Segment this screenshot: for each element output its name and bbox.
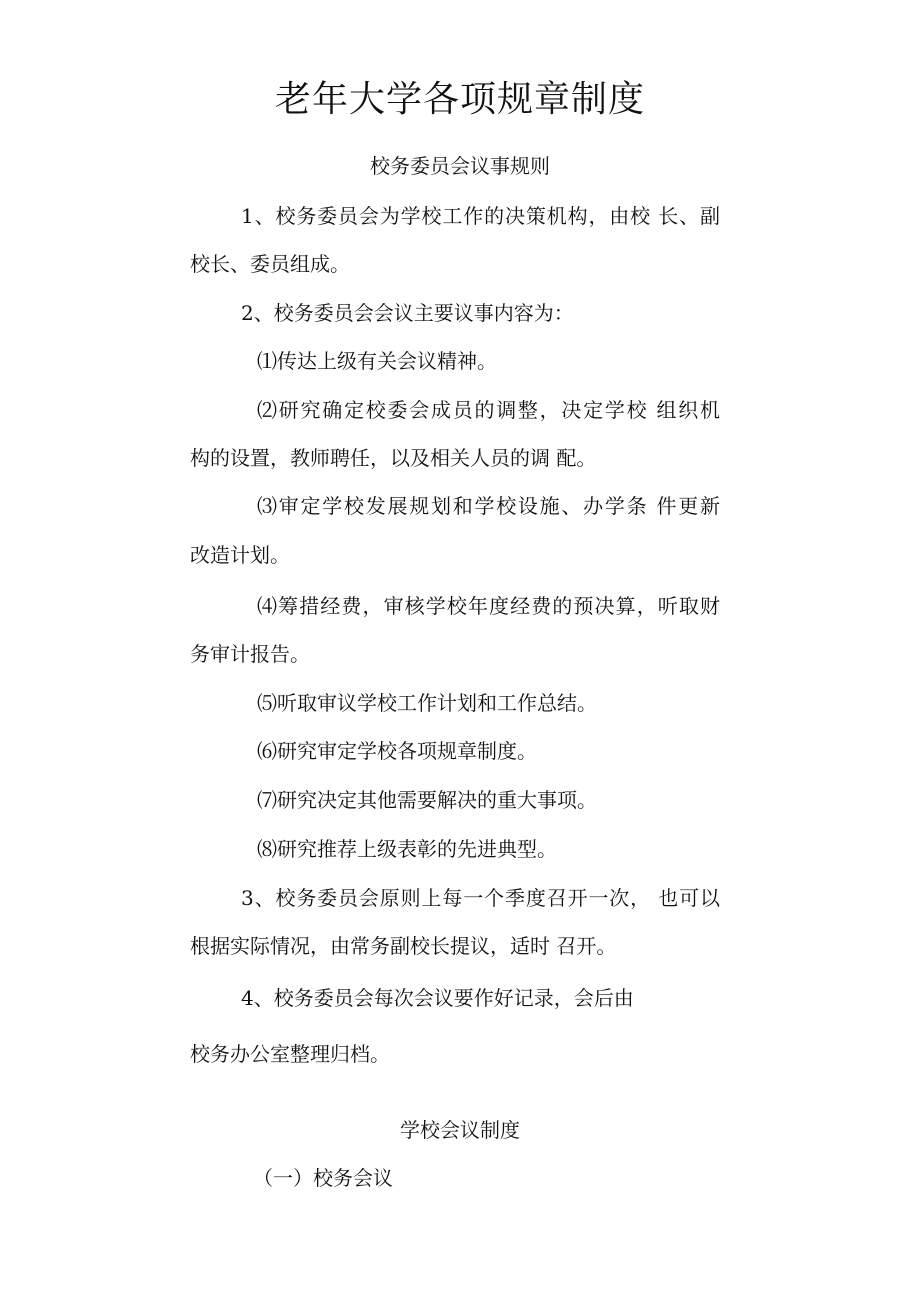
- list-item: ⑵研究确定校委会成员的调整，决定学校 组织机: [257, 398, 720, 422]
- list-item: ⑷筹措经费，审核学校年度经费的预决算，听取财: [257, 594, 720, 618]
- paragraph-line: 校务办公室整理归档。: [190, 1042, 390, 1066]
- subsection-heading: （一）校务会议: [253, 1166, 393, 1190]
- paragraph-line: 3、校务委员会原则上每一个季度召开一次， 也可以: [241, 886, 720, 910]
- list-item: ⑸听取审议学校工作计划和工作总结。: [257, 691, 597, 715]
- paragraph-line: 根据实际情况，由常务副校长提议，适时 召开。: [190, 934, 617, 958]
- paragraph-line: 校长、委员组成。: [190, 252, 350, 276]
- list-item-continuation: 务审计报告。: [190, 642, 310, 666]
- list-item: ⑺研究决定其他需要解决的重大事项。: [257, 788, 597, 812]
- paragraph-line: 1、校务委员会为学校工作的决策机构，由校 长、副: [241, 204, 720, 228]
- list-item: ⑹研究审定学校各项规章制度。: [257, 739, 537, 763]
- section-heading: 学校会议制度: [400, 1118, 520, 1142]
- list-item-continuation: 改造计划。: [190, 543, 290, 567]
- list-item: ⑻研究推荐上级表彰的先进典型。: [257, 837, 557, 861]
- list-item: ⑶审定学校发展规划和学校设施、办学条 件更新: [257, 494, 720, 518]
- document-title: 老年大学各项规章制度: [274, 79, 645, 120]
- section-heading: 校务委员会议事规则: [370, 154, 550, 178]
- list-item: ⑴传达上级有关会议精神。: [257, 349, 497, 373]
- list-item-continuation: 构的设置，教师聘任，以及相关人员的调 配。: [190, 446, 597, 470]
- paragraph-line: 2、校务委员会会议主要议事内容为：: [241, 301, 574, 325]
- paragraph-line: 4、校务委员会每次会议要作好记录，会后由: [241, 986, 634, 1010]
